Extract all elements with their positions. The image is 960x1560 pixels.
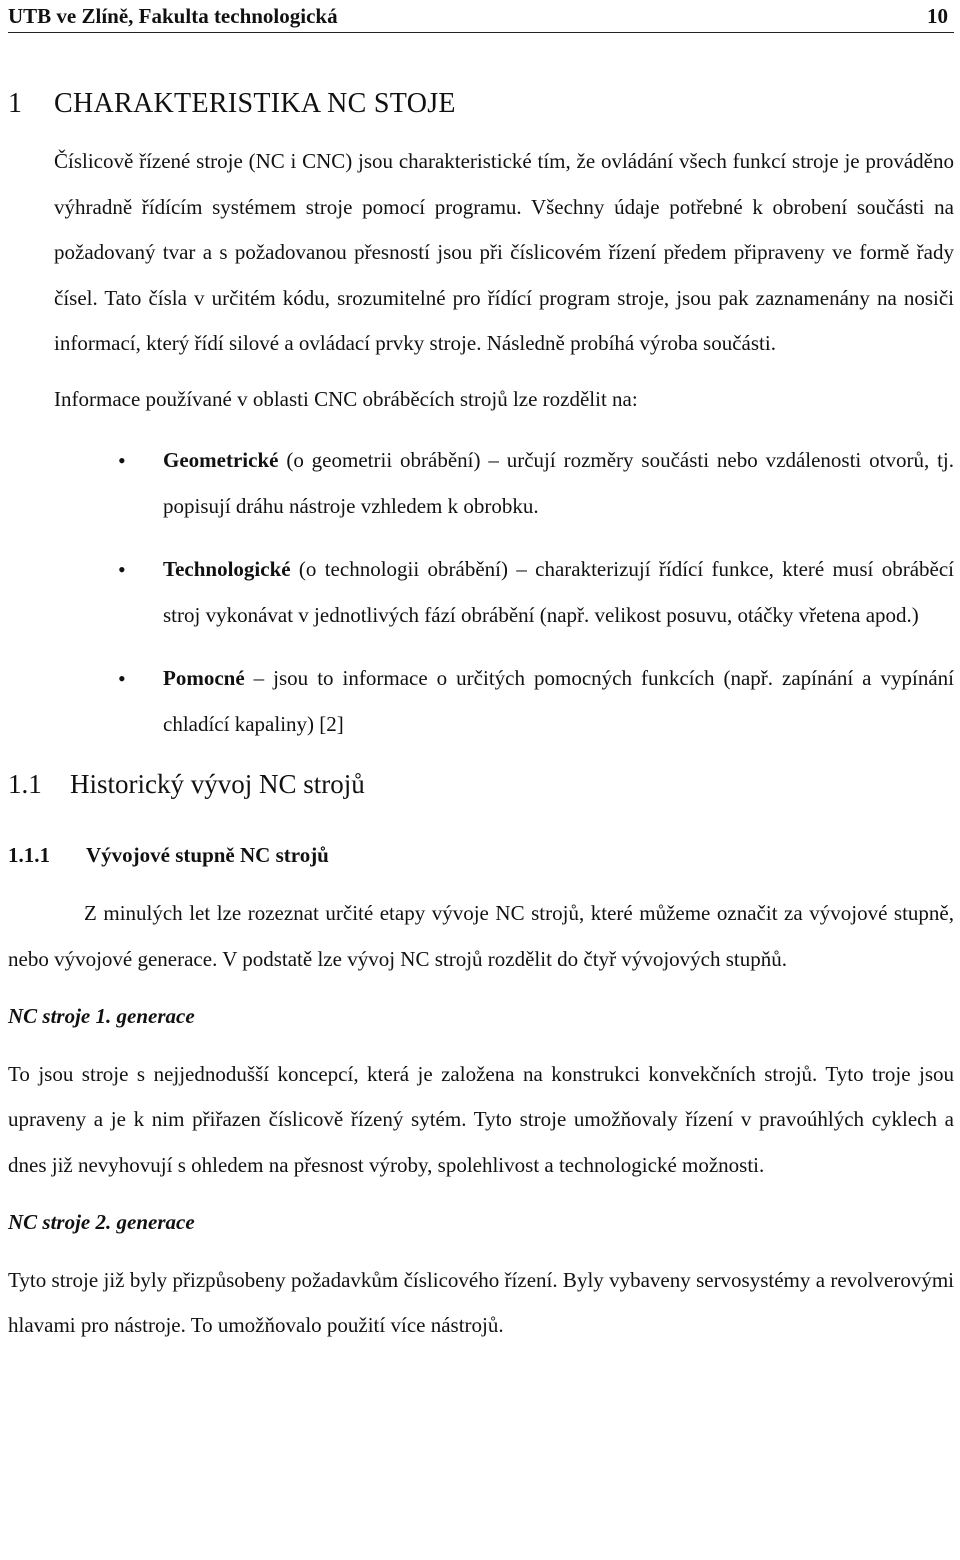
- chapter-title: CHARAKTERISTIKA NC STOJE: [54, 88, 456, 119]
- chapter-body: [8, 139, 954, 422]
- header-title: UTB ve Zlíně, Fakulta technologická: [8, 4, 338, 28]
- bullet-icon: •: [118, 448, 126, 473]
- generation-paragraph: Tyto stroje již byly přizpůsobeny požadavkům číslicového řízení. Byly vybaveny servosystémy a revolverovými hlavami pro nástroje. To umožňovalo použití více nástrojů.: [8, 1267, 954, 1337]
- page-number: 10: [927, 4, 948, 28]
- bullet-icon: •: [118, 557, 126, 582]
- list-item-text: (o technologii obrábění) – charakterizují řídící funkce, které musí obráběcí stroj vykonávat v jednotlivých fází obrábění (např. velikost posuvu, otáčky vřetena apod.): [163, 557, 954, 627]
- generation-heading: NC stroje 2. generace: [8, 1210, 195, 1234]
- list-item-text: (o geometrii obrábění) – určují rozměry součásti nebo vzdálenosti otvorů, tj. popisují dráhu nástroje vzhledem k obrobku.: [163, 448, 954, 518]
- page-header: [8, 0, 954, 33]
- subsection-heading: [8, 841, 954, 869]
- subsection-paragraph: Z minulých let lze rozeznat určité etapy vývoje NC strojů, které můžeme označit za vývojové stupně, nebo vývojové generace. V podstatě lze vývoj NC strojů rozdělit do čtyř vývojových stupňů.: [8, 901, 954, 971]
- list-item-text: – jsou to informace o určitých pomocných funkcích (např. zapínání a vypínání chladící kapaliny) [2]: [163, 666, 954, 736]
- info-types-list: [8, 438, 954, 747]
- list-item: [54, 547, 954, 638]
- subsection-title: Vývojové stupně NC strojů: [86, 843, 329, 867]
- section-heading: [8, 767, 954, 801]
- section-number: 1.1: [8, 769, 42, 799]
- generation-heading: NC stroje 1. generace: [8, 1004, 195, 1028]
- list-item: [54, 438, 954, 529]
- intro-paragraph: Číslicově řízené stroje (NC i CNC) jsou charakteristické tím, že ovládání všech funkcí stroje je prováděno výhradně řídícím systémem stroje pomocí programu. Všechny údaje potřebné k obrobení součásti na požadovaný tvar a s požadovanou přesností jsou při číslicovém řízení předem připraveny ve formě řady čísel. Tato čísla v určitém kódu, srozumitelné pro řídící program stroje, jsou pak zaznamenány na nosiči informací, který řídí silové a ovládací prvky stroje. Následně probíhá výroba součásti.: [54, 149, 954, 355]
- chapter-heading: [8, 87, 954, 121]
- list-item-term: Technologické: [163, 557, 291, 581]
- list-item-term: Geometrické: [163, 448, 279, 472]
- bullet-icon: •: [118, 666, 126, 691]
- generation-paragraph: To jsou stroje s nejjednodušší koncepcí, která je založena na konstrukci konvekčních strojů. Tyto troje jsou upraveny a je k nim přiřazen číslicově řízený sytém. Tyto stroje umožňovaly řízení v pravoúhlých cyklech a dnes již nevyhovují s ohledem na přesnost výroby, spolehlivost a technologické možnosti.: [8, 1061, 954, 1177]
- section-title: Historický vývoj NC strojů: [70, 769, 365, 799]
- list-item-term: Pomocné: [163, 666, 245, 690]
- subsection-number: 1.1.1: [8, 843, 50, 867]
- chapter-number: 1: [8, 88, 23, 119]
- list-item: [54, 656, 954, 747]
- info-line: Informace používané v oblasti CNC obráběcích strojů lze rozdělit na:: [54, 386, 638, 411]
